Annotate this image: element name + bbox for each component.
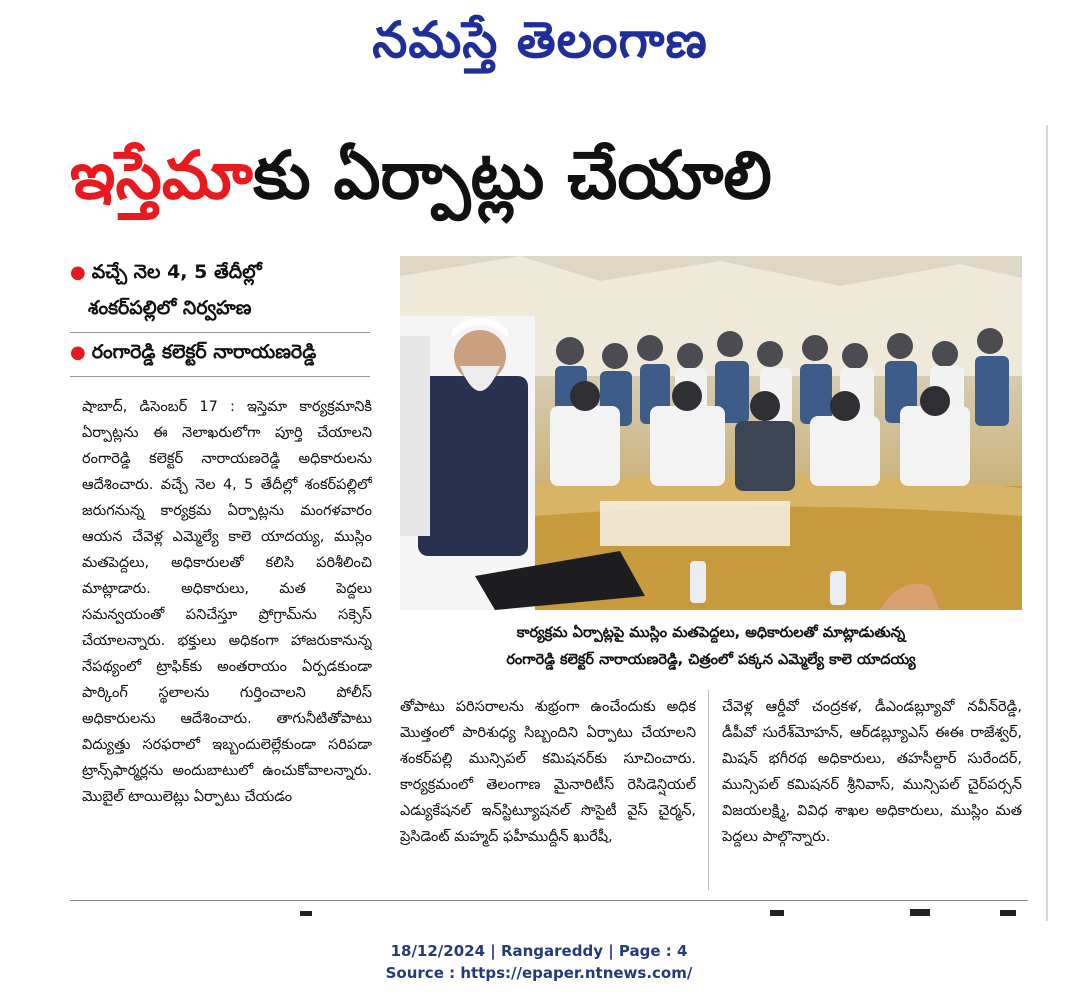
article-column-3-text: చేవెళ్ల ఆర్డీవో చంద్రకళ, డీఎండబ్ల్యూవో నవీన్‌రెడ్డి, డీపీవో సురేశ్‌మోహన్, ఆర్‌డబ్ల్యూఎస్ ఈఈ రాజేశ్వర్, మిషన్ భగీరథ అధికారులు, తహసీల్దార్ సురేందర్, మున్సిపల్ కమిషనర్ శ్రీనివాస్, మున్సిపల్ చైర్‌పర్సన్ విజయలక్ష్మి, వివిధ శాఖల అధికారులు, ముస్లిం మత పెద్దలు పాల్గొన్నారు. — [722, 699, 1022, 845]
headline-rest: కు ఏర్పాట్లు చేయాలి — [253, 137, 772, 214]
photo-illustration — [400, 256, 1022, 610]
bullet-dot-icon: ● — [70, 342, 86, 363]
headline-accent: ఇస్తేమా — [70, 137, 254, 214]
headline — [70, 136, 1030, 216]
subhead-2-text: శంకర్‌పల్లిలో నిర్వహణ — [88, 297, 252, 319]
subhead-1-text: వచ్చే నెల 4, 5 తేదీల్లో — [91, 261, 262, 283]
subhead-3 — [70, 338, 316, 367]
footer-source: Source : https://epaper.ntnews.com/ — [385, 964, 693, 982]
article-column-1 — [82, 394, 372, 894]
column-divider — [708, 690, 709, 890]
article-column-3 — [722, 694, 1022, 894]
bullet-dot-icon: ● — [70, 262, 86, 283]
masthead-logo: నమస్తే తెలంగాణ — [372, 10, 708, 69]
subhead-1 — [70, 258, 262, 287]
footer-meta: 18/12/2024 | Rangareddy | Page : 4 — [390, 942, 688, 960]
subhead-3-text: రంగారెడ్డి కలెక్టర్ నారాయణరెడ్డి — [91, 341, 317, 363]
subhead-divider — [70, 332, 370, 333]
bottom-rule — [70, 900, 1028, 901]
article-column-1-text: షాబాద్, డిసెంబర్ 17 : ఇస్తెమా కార్యక్రమానికి ఏర్పాట్లను ఈ నెలాఖరులోగా పూర్తి చేయాలని రంగారెడ్డి కలెక్టర్ నారాయణరెడ్డి అధికారులను ఆదేశించారు. వచ్చే నెల 4, 5 తేదీల్లో శంకర్‌పల్లిలో జరుగనున్న కార్యక్రమ ఏర్పాట్లను మంగళవారం ఆయన చేవెళ్ల ఎమ్మెల్యే కాలె యాదయ్య, ముస్లిం మతపెద్దలు, అధికారులతో కలిసి పరిశీలించి మాట్లాడారు. అధికారులు, మత పెద్దలు సమన్వయంతో పనిచేస్తూ ప్రోగ్రామ్‌ను సక్సెస్ చేయాలన్నారు. భక్తులు అధికంగా హాజరుకానున్న నేపథ్యంలో ట్రాఫిక్‌కు అంతరాయం ఏర్పడకుండా పార్కింగ్ స్థలాలను గుర్తించాలని పోలీస్ అధికారులను ఆదేశించారు. తాగునీటితోపాటు విద్యుత్తు సరఫరాలో ఇబ్బందులెల్లేకుండా సరిపడా ట్రాన్స్‌ఫార్మర్లను అందుబాటులో ఉంచుకోవాలన్నారు. మొబైల్ టాయిలెట్లు ఏర్పాటు చేయడం — [82, 399, 372, 805]
news-photo — [400, 256, 1022, 610]
photo-caption — [400, 620, 1022, 674]
caption-line-1: కార్యక్రమ ఏర్పాట్లపై ముస్లిం మతపెద్దలు, అధికారులతో మాట్లాడుతున్న — [516, 625, 906, 641]
page-edge-rule — [1046, 125, 1048, 921]
article-column-2 — [400, 694, 696, 894]
subhead-2 — [88, 294, 252, 322]
caption-line-2: రంగారెడ్డి కలెక్టర్ నారాయణరెడ్డి, చిత్రంలో పక్కన ఎమ్మెల్యే కాలె యాదయ్య — [506, 652, 916, 668]
subhead-divider — [70, 376, 370, 377]
article-column-2-text: తోపాటు పరిసరాలను శుభ్రంగా ఉంచేందుకు అధిక మొత్తంలో పారిశుధ్య సిబ్బందిని ఏర్పాటు చేయాలని శంకర్‌పల్లి మున్సిపల్ కమిషనర్‌కు సూచించారు. కార్యక్రమంలో తెలంగాణ మైనారిటీస్ రెసిడెన్షియల్ ఎడ్యుకేషనల్ ఇన్‌స్టిట్యూషనల్ సొసైటీ వైస్ చైర్మన్, ప్రెసిడెంట్ మహ్మద్ ఫహీముద్దీన్ ఖురేషీ, — [400, 699, 696, 845]
next-article-fragment — [70, 904, 1028, 916]
partial-text-strokes — [70, 907, 1028, 916]
